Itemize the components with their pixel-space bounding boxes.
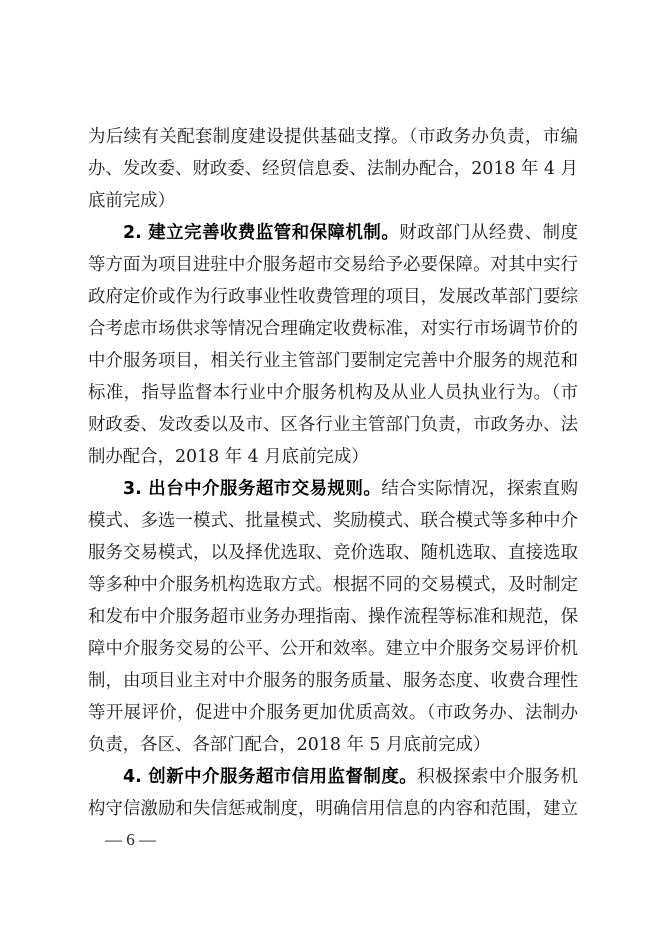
- text-line: 财政委、发改委以及市、区各行业主管部门负责，市政务办、法: [88, 415, 578, 435]
- text-line: 模式、多选一模式、批量模式、奖励模式、联合模式等多种中介: [88, 511, 578, 531]
- text-line: 等多种中介服务机构选取方式。根据不同的交易模式，及时制定: [88, 575, 578, 595]
- text-line: 合考虑市场供求等情况合理确定收费标准，对实行市场调节价的: [88, 319, 578, 339]
- section-3-heading: 3. 出台中介服务超市交易规则。: [123, 479, 382, 499]
- section-4-first-line: [88, 761, 578, 793]
- document-page: [88, 121, 578, 825]
- text-line: 负责，各区、各部门配合，2018 年 5 月底前完成）: [88, 735, 491, 755]
- text-line: 标准，指导监督本行业中介服务机构及从业人员执业行为。（市: [88, 383, 578, 403]
- text-line: 制办配合，2018 年 4 月底前完成）: [88, 447, 369, 467]
- section-2-heading: 2. 建立完善收费监管和保障机制。: [123, 223, 400, 243]
- section-2-lead-text: 财政部门从经费、制度: [399, 223, 578, 243]
- section-3-lead-text: 结合实际情况，探索直购: [381, 479, 578, 499]
- text-line: 中介服务项目，相关行业主管部门要制定完善中介服务的规范和: [88, 351, 578, 371]
- text-line: 等方面为项目进驻中介服务超市交易给予必要保障。对其中实行: [88, 255, 578, 275]
- section-3-first-line: [88, 473, 578, 505]
- text-line: 办、发改委、财政委、经贸信息委、法制办配合，2018 年 4 月: [88, 159, 578, 179]
- text-line: 等开展评价，促进中介服务更加优质高效。（市政务办、法制办: [88, 703, 578, 723]
- page-number: — 6 —: [105, 830, 156, 849]
- text-line: 底前完成）: [88, 191, 175, 211]
- text-line: 和发布中介服务超市业务办理指南、操作流程等标准和规范，保: [88, 607, 578, 627]
- text-line: 为后续有关配套制度建设提供基础支撑。（市政务办负责，市编: [88, 127, 578, 147]
- section-4-lead-text: 积极探索中介服务机: [417, 767, 578, 787]
- text-line: 政府定价或作为行政事业性收费管理的项目，发展改革部门要综: [88, 287, 578, 307]
- text-line: 制，由项目业主对中介服务的服务质量、服务态度、收费合理性: [88, 671, 578, 691]
- text-line: 服务交易模式，以及择优选取、竞价选取、随机选取、直接选取: [88, 543, 578, 563]
- section-4-heading: 4. 创新中介服务超市信用监督制度。: [123, 767, 418, 787]
- text-line: 构守信激励和失信惩戒制度，明确信用信息的内容和范围，建立: [88, 799, 578, 819]
- text-line: 障中介服务交易的公平、公开和效率。建立中介服务交易评价机: [88, 639, 578, 659]
- section-2-first-line: [88, 217, 578, 249]
